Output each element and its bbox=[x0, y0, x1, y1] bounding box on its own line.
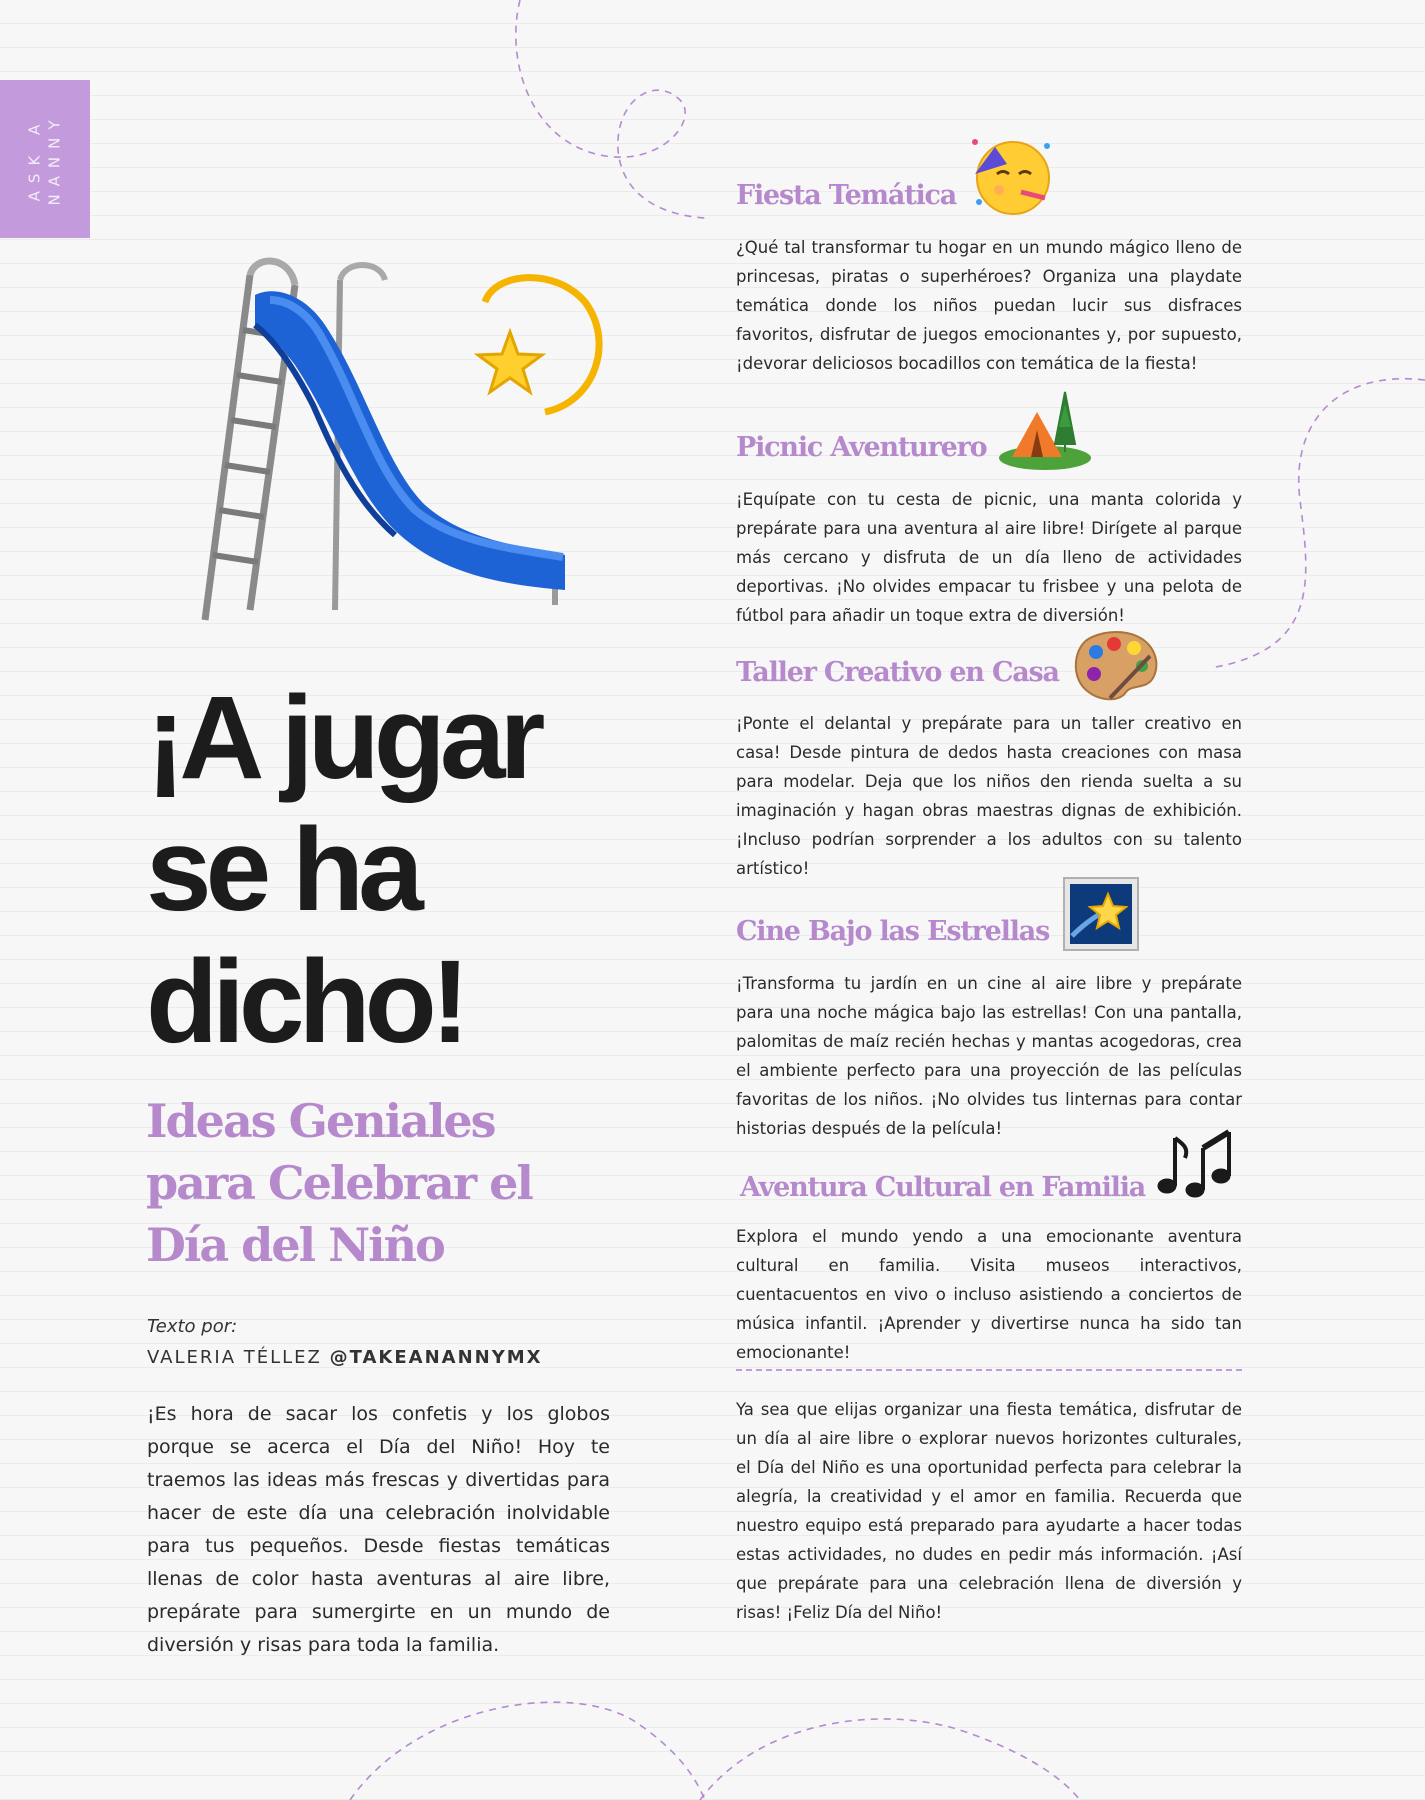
tab-label-line2: NANNY bbox=[46, 112, 64, 206]
section-body: ¡Equípate con tu cesta de picnic, una manta colorida y prepárate para una aventura al aire libre! Dirígete al parque más cercano y disfruta de un día lleno de actividades deportivas. ¡No olvides empacar tu frisbee y una pelota de fútbol para añadir un toque extra de diversión! bbox=[736, 490, 1242, 625]
tab-label-line1: ASK A bbox=[26, 116, 44, 202]
conclusion-paragraph: Ya sea que elijas organizar una fiesta temática, disfrutar de un día al aire libre o explorar nuevos horizontes culturales, el Día del Niño es una oportunidad perfecta para celebrar la alegría, la creatividad y el amor en familia. Recuerda que nuestro equipo está preparado para ayudarte a hacer todas estas actividades, no dudes en pedir más información. ¡Así que prepárate para una celebración llena de diversión y risas! ¡Feliz Día del Niño! bbox=[736, 1400, 1242, 1622]
author-handle: @TAKEANANNYMX bbox=[329, 1347, 543, 1368]
section-title: Fiesta Temática bbox=[736, 180, 957, 211]
headline-line: ¡A jugar bbox=[146, 672, 540, 804]
subtitle-line: para Celebrar el bbox=[146, 1156, 532, 1210]
section-title: Taller Creativo en Casa bbox=[736, 657, 1059, 688]
section-body: ¡Transforma tu jardín en un cine al aire libre y prepárate para una noche mágica bajo las estrellas! Con una pantalla, palomitas de maíz recién hechas y mantas acogedoras, crea el ambiente perfecto para una proyección de las películas favoritas de los niños. ¡No olvides tus linternas para contar historias después de la película! bbox=[736, 974, 1242, 1138]
section-body: ¿Qué tal transformar tu hogar en un mundo mágico lleno de princesas, piratas o superhéroes? Organiza una playdate temática donde los niños puedan lucir sus disfraces favoritos, disfrutar de juegos emocionantes y, por supuesto, ¡devorar deliciosos bocadillos con temática de la fiesta! bbox=[736, 238, 1242, 373]
dizzy-star-icon bbox=[455, 262, 615, 422]
section-body: ¡Ponte el delantal y prepárate para un taller creativo en casa! Desde pintura de dedos hasta creaciones con masa para modelar. Deja que los niños den rienda suelta a su imaginación y hagan obras maestras dignas de exhibición. ¡Incluso podrían sorprender a los adultos con su talento artístico! bbox=[736, 714, 1242, 878]
headline-line: se ha bbox=[146, 804, 418, 936]
section-title: Picnic Aventurero bbox=[736, 432, 987, 463]
intro-paragraph: ¡Es hora de sacar los confetis y los globos porque se acerca el Día del Niño! Hoy te traemos las ideas más frescas y divertidas para hacer de este día una celebración inolvidable para tus pequeños. Desde fiestas temáticas llenas de color hasta aventuras al aire libre, prepárate para sumergirte en un mundo de diversión y risas para toda la familia. bbox=[147, 1403, 610, 1656]
shooting-star-picture-icon bbox=[1062, 876, 1140, 952]
main-headline bbox=[146, 672, 666, 1068]
section-title: Aventura Cultural en Familia bbox=[740, 1172, 1146, 1203]
party-face-icon bbox=[967, 132, 1053, 218]
music-notes-icon bbox=[1155, 1124, 1235, 1200]
author-name: VALERIA TÉLLEZ bbox=[147, 1347, 322, 1368]
section-body: Explora el mundo yendo a una emocionante aventura cultural en familia. Visita museos interactivos, cuentacuentos en vivo o incluso asistiendo a conciertos de música infantil. ¡Aprender y divertirse nunca ha sido tan emocionante! bbox=[736, 1227, 1242, 1362]
headline-line: dicho! bbox=[146, 936, 464, 1068]
byline-label: Texto por: bbox=[147, 1316, 238, 1337]
subtitle-line: Ideas Geniales bbox=[146, 1094, 495, 1148]
byline bbox=[147, 1347, 543, 1368]
section-divider bbox=[736, 1369, 1242, 1371]
artist-palette-icon bbox=[1070, 628, 1162, 704]
ask-a-nanny-tab bbox=[0, 80, 90, 238]
subtitle-line: Día del Niño bbox=[146, 1218, 444, 1272]
subtitle bbox=[146, 1090, 586, 1276]
section-title: Cine Bajo las Estrellas bbox=[736, 916, 1050, 947]
camping-tent-icon bbox=[997, 382, 1093, 472]
